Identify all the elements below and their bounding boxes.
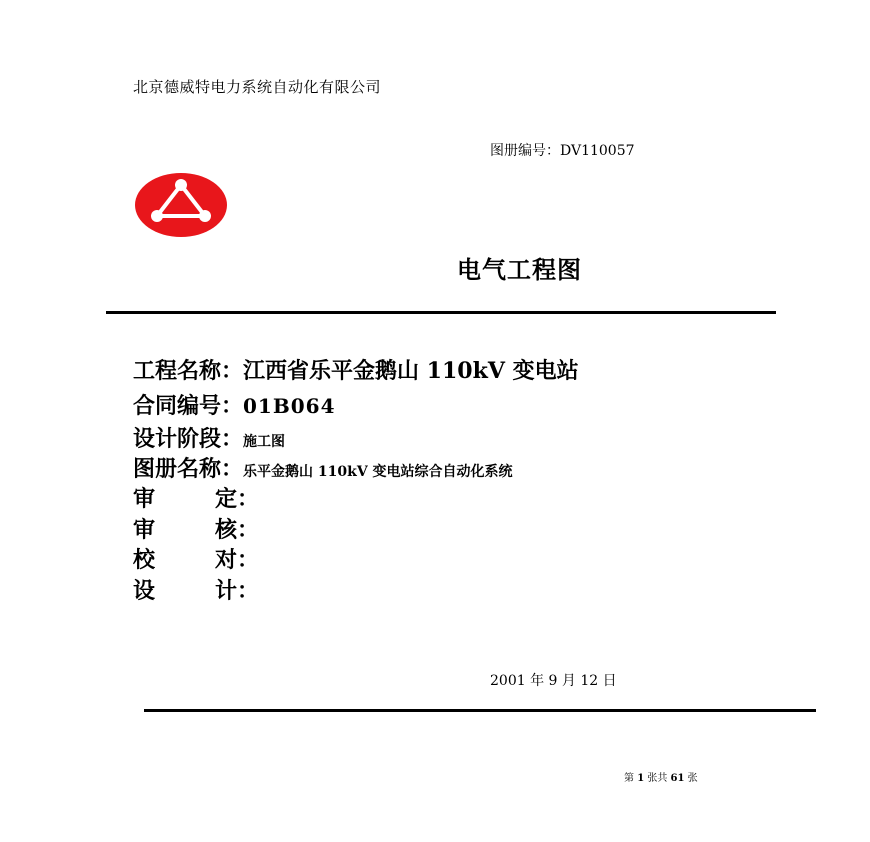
approve-label-char2: 定： [215, 486, 260, 512]
page-total: 61 [670, 773, 685, 784]
page-suffix: 张 [687, 773, 698, 784]
check-label-char1: 校 [133, 547, 156, 573]
company-logo [133, 172, 229, 238]
document-title: 电气工程图 [457, 255, 582, 284]
contract-number-value: 01B064 [243, 394, 336, 418]
contract-number-row [133, 389, 336, 420]
design-stage-row [133, 422, 285, 453]
approve-label-char1: 审 [133, 486, 156, 512]
volume-name-row [133, 452, 513, 483]
page-counter [624, 769, 698, 784]
review-label-char1: 审 [133, 517, 156, 543]
contract-number-label: 合同编号： [133, 393, 244, 419]
check-label-char2: 对： [215, 547, 260, 573]
bottom-divider [144, 709, 816, 712]
company-name: 北京德威特电力系统自动化有限公司 [133, 78, 382, 96]
top-divider [106, 311, 776, 314]
design-label-char1: 设 [133, 578, 156, 604]
page-prefix: 第 [624, 773, 634, 784]
design-label-char2: 计： [215, 578, 260, 604]
issue-date: 2001 年 9 月 12 日 [490, 673, 617, 689]
design-stage-value: 施工图 [243, 434, 286, 450]
triangle-nodes-logo-icon [133, 172, 229, 238]
project-name-label: 工程名称： [133, 358, 244, 384]
page-current: 1 [637, 773, 645, 784]
project-name-row [133, 354, 579, 385]
drawing-number: 图册编号：DV110057 [490, 143, 635, 159]
page-middle: 张共 [647, 773, 668, 784]
review-label-char2: 核： [215, 517, 260, 543]
project-name-value: 江西省乐平金鹅山 110kV 变电站 [243, 358, 579, 384]
design-stage-label: 设计阶段： [133, 426, 244, 452]
volume-name-value: 乐平金鹅山 110kV 变电站综合自动化系统 [243, 464, 513, 480]
volume-name-label: 图册名称： [133, 456, 244, 482]
